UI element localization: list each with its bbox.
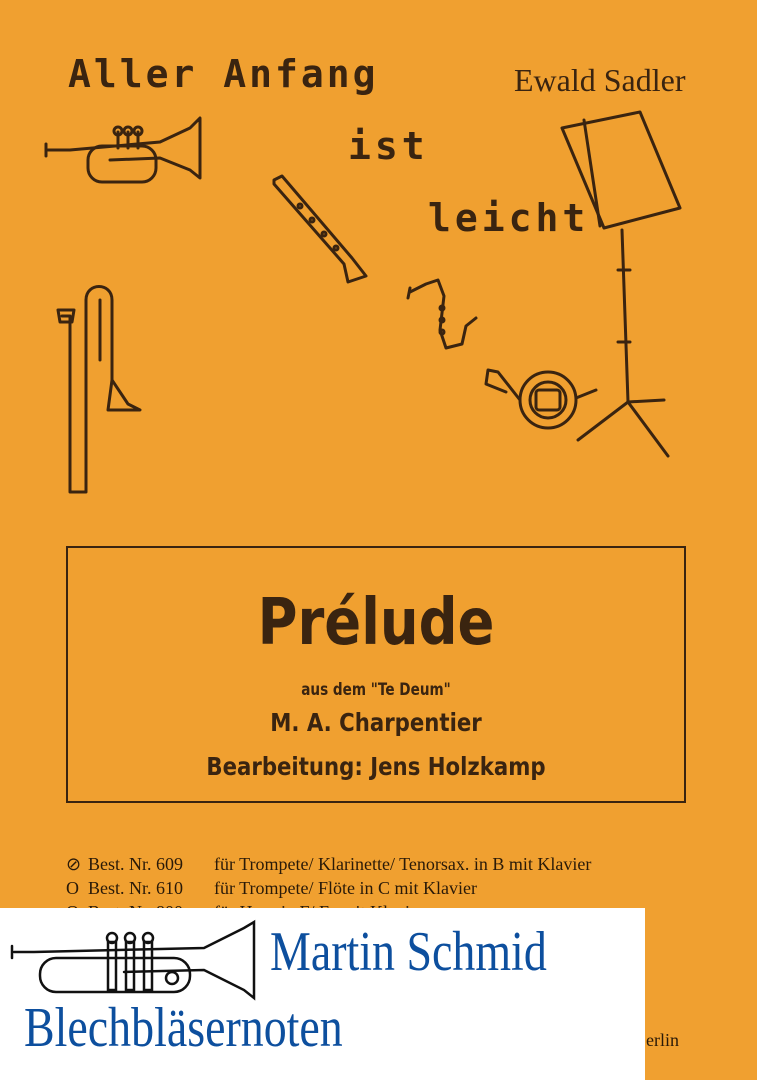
title-box [66,546,686,803]
edition-checkbox: ⊘ [66,854,82,874]
logo-trumpet-icon [4,918,274,1008]
trombone-icon [58,287,140,493]
edition-checkbox: O [66,878,79,898]
edition-item [66,854,591,875]
edition-item [66,878,477,899]
clarinet-icon [274,176,366,282]
author-name: Ewald Sadler [514,62,686,98]
series-title-line3: leicht [428,196,590,240]
edition-description: für Trompete/ Klarinette/ Tenorsax. in B mit Klavier [214,854,592,874]
series-title-line2: ist [348,124,429,168]
piece-title: Prélude [257,586,495,660]
arranger-line: Bearbeitung: Jens Holzkamp [206,752,546,781]
series-title-line1: Aller Anfang [68,52,379,96]
watermark-line2: Blechbläsernoten [24,997,343,1059]
horn-icon [486,370,596,428]
saxophone-icon [408,280,476,348]
edition-number: Best. Nr. 609 [88,854,184,874]
watermark-line1: Martin Schmid [270,921,547,983]
edition-number: Best. Nr. 610 [88,878,184,898]
trumpet-icon [46,118,200,182]
piece-origin: aus dem "Te Deum" [301,680,451,700]
edition-description: für Trompete/ Flöte in C mit Klavier [214,878,477,898]
composer-name: M. A. Charpentier [270,708,482,737]
publisher-city: erlin [646,1030,679,1050]
watermark-logo [0,908,645,1080]
music-stand-icon [562,112,680,456]
